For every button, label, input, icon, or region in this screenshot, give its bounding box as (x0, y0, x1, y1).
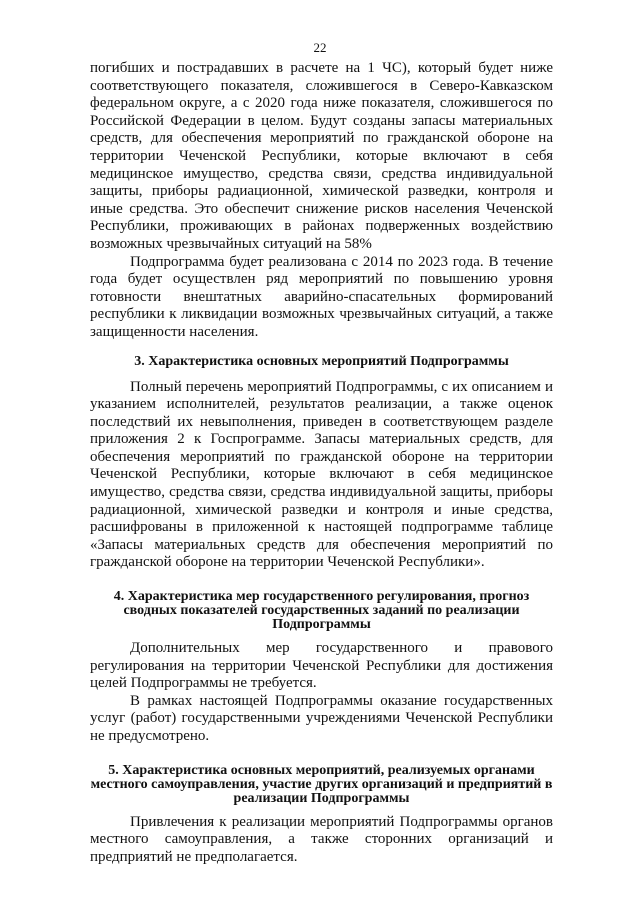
page-number: 22 (313, 40, 327, 55)
document-body (90, 60, 553, 866)
paragraph-regulation: Дополнительных мер государственного и правового регулирования на территории Чеченской Республики для достижения целей Подпрограммы не требуется. (90, 640, 553, 692)
section-heading-5-line: 5. Характеристика основных мероприятий, реализуемых органами (108, 762, 535, 778)
paragraph-services: В рамках настоящей Подпрограммы оказание государственных услуг (работ) государственными учреждениями Чеченской Республики не предусмотрено. (90, 692, 553, 744)
paragraph-timeline: Подпрограмма будет реализована с 2014 по 2023 года. В течение года будет осуществлен ряд мероприятий по повышению уровня готовности внештатных аварийно-спасательных формирований республики к ликвидации возможных чрезвычайных ситуаций, а также защищенности населения. (90, 253, 553, 340)
section-heading-5-line: местного самоуправления, участие других организаций и предприятий в (90, 776, 553, 792)
section-heading-5-line: реализации Подпрограммы (233, 790, 410, 806)
section-heading-4-line: Подпрограммы (272, 617, 371, 633)
paragraph-local-government: Привлечения к реализации мероприятий Подпрограммы органов местного самоуправления, а также сторонних организаций и предприятий не предполагается. (90, 813, 553, 865)
section-heading-5 (90, 764, 553, 806)
section-heading-4-line: сводных показателей государственных заданий по реализации (123, 603, 520, 619)
paragraph-outcomes: погибших и пострадавших в расчете на 1 ЧС), который будет ниже соответствующего показателя, сложившегося в Северо-Кавказском федеральном округе, а с 2020 года ниже показателя, сложившегося по Российской Федерации в целом. Будут созданы запасы материальных средств, для обеспечения мероприятий по гражданской обороне на территории Чеченской Республики, которые включают в себя медицинское имущество, средства связи, средства индивидуальной защиты, приборы радиационной, химической разведки, контроля и иные средства. Это обеспечит снижение рисков населения Чеченской Республики, проживающих в районах подверженных воздействию возможных чрезвычайных ситуаций на 58% (90, 60, 553, 252)
section-heading-4-line: 4. Характеристика мер государственного регулирования, прогноз (113, 589, 530, 605)
section-heading-3: 3. Характеристика основных мероприятий Подпрограммы (134, 353, 509, 369)
section-heading-4 (90, 590, 553, 632)
paragraph-measures: Полный перечень мероприятий Подпрограммы, с их описанием и указанием исполнителей, результатов реализации, а также оценок последствий их невыполнения, приведен в соответствующем разделе приложения 2 к Госпрограмме. Запасы материальных средств, для обеспечения мероприятий по гражданской обороне на территории Чеченской Республики, которые включают в себя медицинское имущество, средства связи, средства индивидуальной защиты, приборы радиационной, химической разведки и контроля и иные средства, расшифрованы в приложенной к настоящей подпрограмме таблице «Запасы материальных средств для обеспечения мероприятий по гражданской обороне на территории Чеченской Республики». (90, 378, 553, 571)
